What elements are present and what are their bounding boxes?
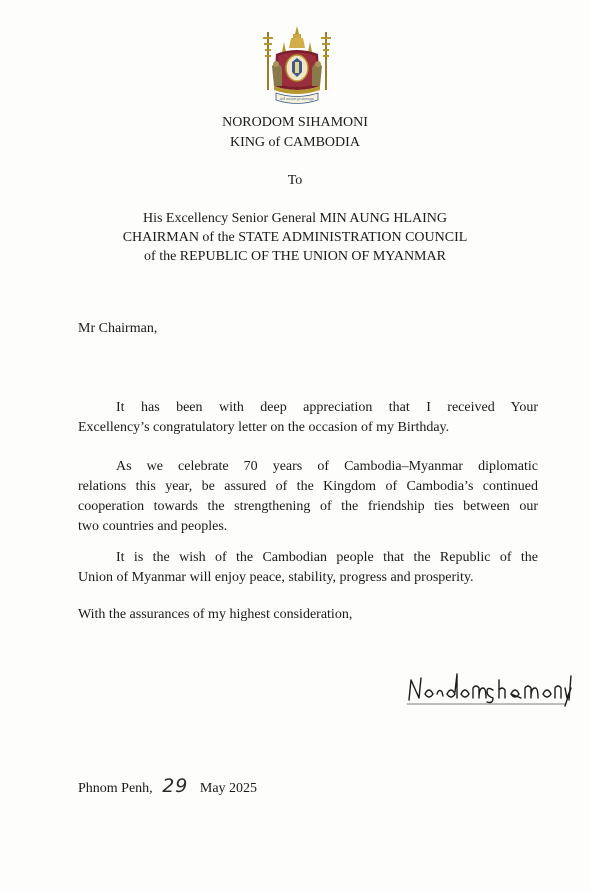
to-label: To [287,173,303,188]
salutation: Mr Chairman, [78,321,158,336]
place-date [78,776,257,799]
handwritten-signature [405,668,575,708]
paragraph-line: two countries and peoples. [78,519,228,534]
recipient-line-3: of the REPUBLIC OF THE UNION OF MYANMAR [144,249,446,264]
sender-name: NORODOM SIHAMONI [222,115,368,130]
paragraph-line: cooperation towards the strengthening of the friendship ties between our [78,499,538,514]
closing: With the assurances of my highest consideration, [78,607,353,622]
body-paragraph [78,398,538,438]
paragraph-line: Union of Myanmar will enjoy peace, stability, progress and prosperity. [78,570,474,585]
paragraph-line: It is the wish of the Cambodian people that the Republic of the [116,550,538,565]
handwritten-day: 29 [162,775,189,797]
body-paragraph [78,457,538,537]
month-year: May 2025 [199,781,258,796]
crest-motto: ជាតិ សាសនា ព្រះមហាក្សត្រ [280,97,314,101]
recipient-line-1: His Excellency Senior General MIN AUNG HLAING [142,211,448,226]
paragraph-line: It has been with deep appreciation that I received Your [116,400,538,415]
recipient-line-2: CHAIRMAN of the STATE ADMINISTRATION COUNCIL [122,230,468,245]
paragraph-line: As we celebrate 70 years of Cambodia–Myanmar diplomatic [116,459,538,474]
body-paragraph [78,548,538,588]
sender-title: KING of CAMBODIA [230,135,360,150]
royal-crest-icon [262,24,332,104]
paragraph-line: relations this year, be assured of the Kingdom of Cambodia’s continued [78,479,538,494]
place: Phnom Penh, [78,781,153,796]
paragraph-line: Excellency’s congratulatory letter on the occasion of my Birthday. [78,420,450,435]
